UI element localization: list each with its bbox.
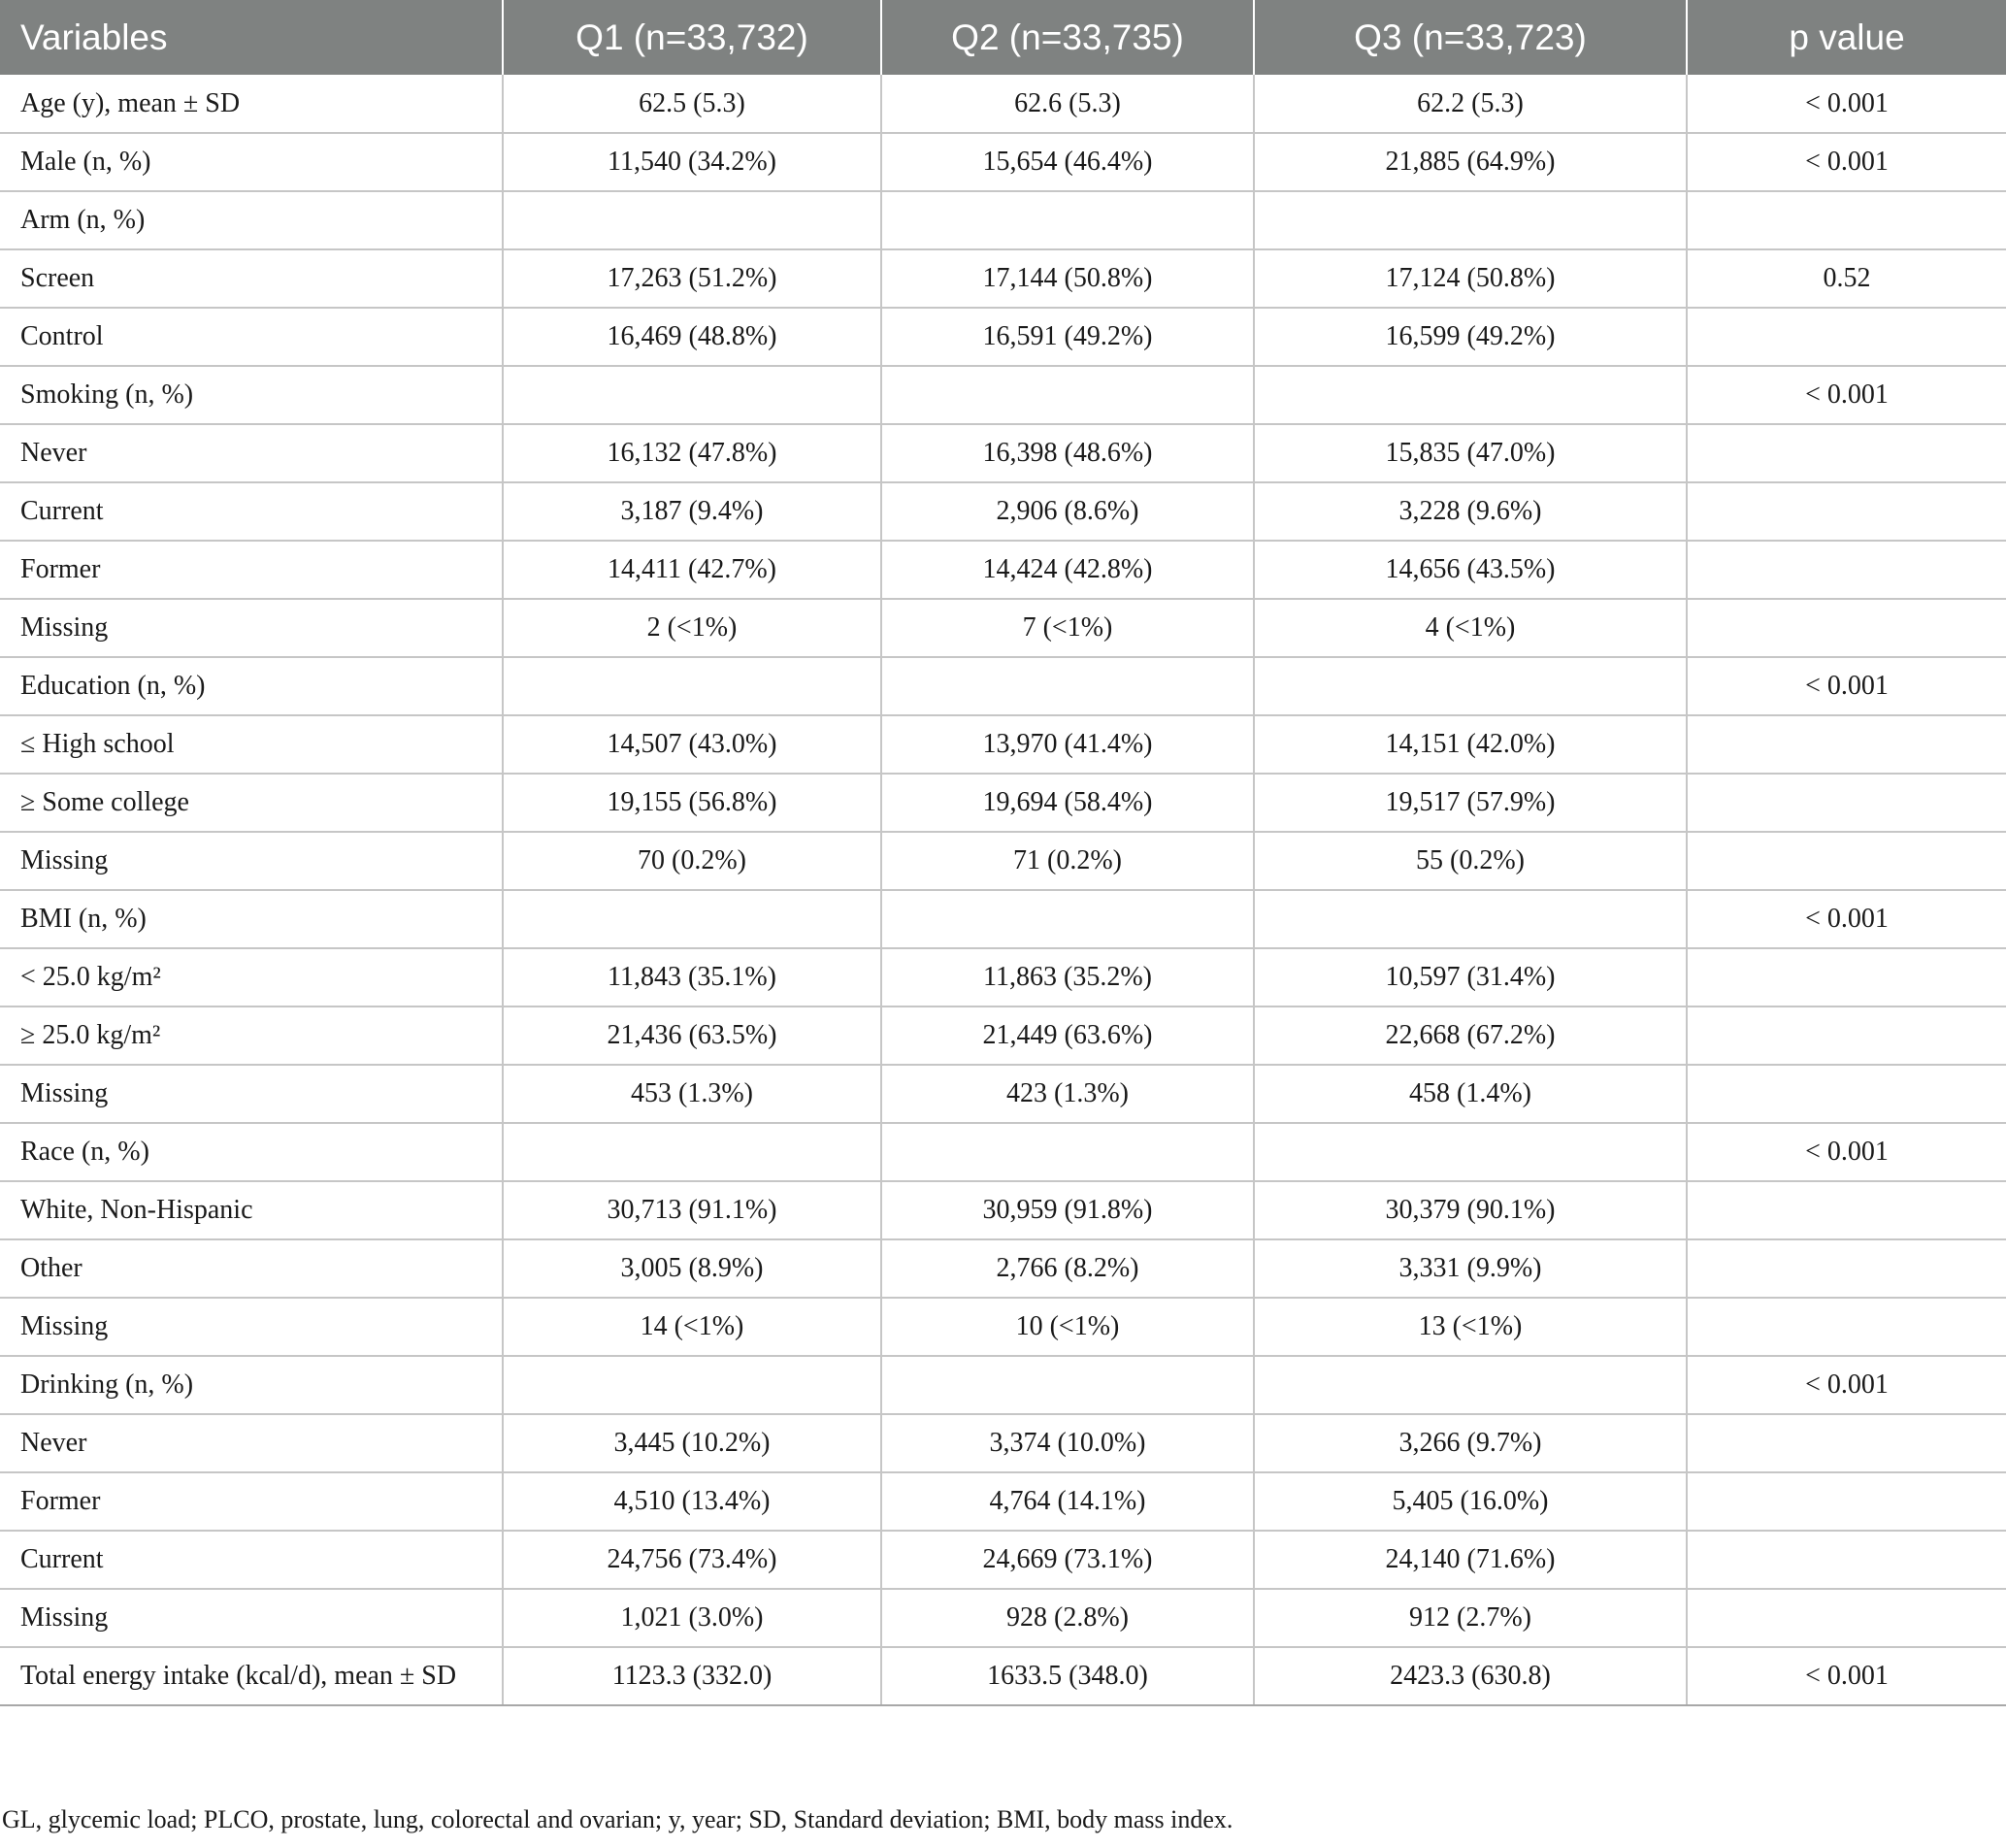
- row-variable: Missing: [0, 1589, 503, 1647]
- row-variable: Drinking (n, %): [0, 1356, 503, 1414]
- cell-q1: 11,843 (35.1%): [503, 948, 881, 1006]
- table-row: [0, 308, 2006, 366]
- table-footnote: GL, glycemic load; PLCO, prostate, lung, colorectal and ovarian; y, year; SD, Standard deviation; BMI, body mass index.: [2, 1805, 1233, 1833]
- table-row: [0, 1647, 2006, 1705]
- cell-q1: 30,713 (91.1%): [503, 1181, 881, 1239]
- cell-q3: 17,124 (50.8%): [1254, 249, 1687, 308]
- cell-q2: 24,669 (73.1%): [881, 1531, 1254, 1589]
- row-variable: Former: [0, 541, 503, 599]
- cell-q1: 3,445 (10.2%): [503, 1414, 881, 1472]
- table-row: [0, 1356, 2006, 1414]
- cell-q3: [1254, 191, 1687, 249]
- cell-q2: 928 (2.8%): [881, 1589, 1254, 1647]
- cell-q1: 16,469 (48.8%): [503, 308, 881, 366]
- table-row: [0, 541, 2006, 599]
- table-row: [0, 1531, 2006, 1589]
- cell-q3: 458 (1.4%): [1254, 1065, 1687, 1123]
- table-row: [0, 1123, 2006, 1181]
- cell-q3: 30,379 (90.1%): [1254, 1181, 1687, 1239]
- table-row: [0, 715, 2006, 774]
- cell-q3: 2423.3 (630.8): [1254, 1647, 1687, 1705]
- row-variable: Smoking (n, %): [0, 366, 503, 424]
- cell-p-value: 0.52: [1687, 249, 2006, 308]
- cell-q1: 17,263 (51.2%): [503, 249, 881, 308]
- cell-p-value: [1687, 1006, 2006, 1065]
- cell-q3: [1254, 1356, 1687, 1414]
- cell-q2: 71 (0.2%): [881, 832, 1254, 890]
- cell-q1: [503, 366, 881, 424]
- cell-q2: [881, 191, 1254, 249]
- cell-q3: 16,599 (49.2%): [1254, 308, 1687, 366]
- cell-p-value: < 0.001: [1687, 1647, 2006, 1705]
- cell-p-value: < 0.001: [1687, 133, 2006, 191]
- cell-q3: 14,656 (43.5%): [1254, 541, 1687, 599]
- cell-q1: 70 (0.2%): [503, 832, 881, 890]
- cell-q3: 21,885 (64.9%): [1254, 133, 1687, 191]
- cell-q2: 4,764 (14.1%): [881, 1472, 1254, 1531]
- cell-q1: 4,510 (13.4%): [503, 1472, 881, 1531]
- header-p-value: p value: [1687, 0, 2006, 75]
- cell-q1: [503, 657, 881, 715]
- cell-q3: 10,597 (31.4%): [1254, 948, 1687, 1006]
- cell-q3: [1254, 1123, 1687, 1181]
- header-variables: Variables: [0, 0, 503, 75]
- cell-q3: 15,835 (47.0%): [1254, 424, 1687, 482]
- cell-q2: 13,970 (41.4%): [881, 715, 1254, 774]
- cell-q2: [881, 1356, 1254, 1414]
- cell-q1: 14,411 (42.7%): [503, 541, 881, 599]
- cell-p-value: < 0.001: [1687, 75, 2006, 133]
- cell-q2: 2,906 (8.6%): [881, 482, 1254, 541]
- cell-q2: 423 (1.3%): [881, 1065, 1254, 1123]
- cell-p-value: < 0.001: [1687, 1123, 2006, 1181]
- table-row: [0, 1239, 2006, 1298]
- cell-p-value: [1687, 1065, 2006, 1123]
- row-variable: Total energy intake (kcal/d), mean ± SD: [0, 1647, 503, 1705]
- table-row: [0, 1589, 2006, 1647]
- cell-q3: 22,668 (67.2%): [1254, 1006, 1687, 1065]
- cell-p-value: [1687, 1531, 2006, 1589]
- cell-q3: 3,228 (9.6%): [1254, 482, 1687, 541]
- cell-q2: 7 (<1%): [881, 599, 1254, 657]
- cell-q2: [881, 366, 1254, 424]
- cell-p-value: [1687, 599, 2006, 657]
- row-variable: Control: [0, 308, 503, 366]
- cell-q2: [881, 657, 1254, 715]
- cell-p-value: < 0.001: [1687, 1356, 2006, 1414]
- cell-q1: [503, 1123, 881, 1181]
- cell-q1: 11,540 (34.2%): [503, 133, 881, 191]
- cell-q3: 3,331 (9.9%): [1254, 1239, 1687, 1298]
- row-variable: Missing: [0, 1298, 503, 1356]
- cell-q3: 13 (<1%): [1254, 1298, 1687, 1356]
- cell-q3: 19,517 (57.9%): [1254, 774, 1687, 832]
- cell-q3: 912 (2.7%): [1254, 1589, 1687, 1647]
- cell-q2: 10 (<1%): [881, 1298, 1254, 1356]
- cell-p-value: < 0.001: [1687, 657, 2006, 715]
- table-header: [0, 0, 2006, 75]
- cell-q2: 62.6 (5.3): [881, 75, 1254, 133]
- cell-q1: 14,507 (43.0%): [503, 715, 881, 774]
- cell-p-value: < 0.001: [1687, 366, 2006, 424]
- table-body: [0, 75, 2006, 1705]
- row-variable: Former: [0, 1472, 503, 1531]
- cell-p-value: [1687, 1589, 2006, 1647]
- row-variable: Missing: [0, 599, 503, 657]
- row-variable: Male (n, %): [0, 133, 503, 191]
- cell-q2: 14,424 (42.8%): [881, 541, 1254, 599]
- cell-q1: 1,021 (3.0%): [503, 1589, 881, 1647]
- row-variable: < 25.0 kg/m²: [0, 948, 503, 1006]
- cell-q3: 14,151 (42.0%): [1254, 715, 1687, 774]
- row-variable: Current: [0, 1531, 503, 1589]
- cell-q2: 15,654 (46.4%): [881, 133, 1254, 191]
- cell-q3: 4 (<1%): [1254, 599, 1687, 657]
- cell-q1: 14 (<1%): [503, 1298, 881, 1356]
- cell-p-value: [1687, 948, 2006, 1006]
- cell-q3: [1254, 366, 1687, 424]
- table-row: [0, 482, 2006, 541]
- row-variable: Other: [0, 1239, 503, 1298]
- cell-q3: 62.2 (5.3): [1254, 75, 1687, 133]
- table-row: [0, 948, 2006, 1006]
- table-row: [0, 774, 2006, 832]
- cell-p-value: [1687, 832, 2006, 890]
- cell-q1: 24,756 (73.4%): [503, 1531, 881, 1589]
- row-variable: Age (y), mean ± SD: [0, 75, 503, 133]
- cell-q1: [503, 1356, 881, 1414]
- cell-q2: 16,591 (49.2%): [881, 308, 1254, 366]
- cell-q3: 24,140 (71.6%): [1254, 1531, 1687, 1589]
- table-row: [0, 249, 2006, 308]
- table-row: [0, 1298, 2006, 1356]
- row-variable: White, Non-Hispanic: [0, 1181, 503, 1239]
- cell-p-value: < 0.001: [1687, 890, 2006, 948]
- cell-p-value: [1687, 1298, 2006, 1356]
- row-variable: Never: [0, 424, 503, 482]
- cell-p-value: [1687, 715, 2006, 774]
- table-row: [0, 1472, 2006, 1531]
- row-variable: ≥ Some college: [0, 774, 503, 832]
- cell-p-value: [1687, 1472, 2006, 1531]
- cell-q1: 3,187 (9.4%): [503, 482, 881, 541]
- cell-p-value: [1687, 191, 2006, 249]
- cell-q1: [503, 890, 881, 948]
- cell-q2: 2,766 (8.2%): [881, 1239, 1254, 1298]
- table-row: [0, 1006, 2006, 1065]
- cell-q2: [881, 1123, 1254, 1181]
- cell-q3: [1254, 657, 1687, 715]
- cell-q2: [881, 890, 1254, 948]
- cell-p-value: [1687, 1239, 2006, 1298]
- row-variable: Education (n, %): [0, 657, 503, 715]
- table-row: [0, 1065, 2006, 1123]
- cell-p-value: [1687, 1181, 2006, 1239]
- cell-q1: 21,436 (63.5%): [503, 1006, 881, 1065]
- table-row: [0, 832, 2006, 890]
- table-row: [0, 1414, 2006, 1472]
- cell-p-value: [1687, 1414, 2006, 1472]
- cell-q1: 2 (<1%): [503, 599, 881, 657]
- header-q3: Q3 (n=33,723): [1254, 0, 1687, 75]
- cell-q3: 55 (0.2%): [1254, 832, 1687, 890]
- table-row: [0, 599, 2006, 657]
- row-variable: Race (n, %): [0, 1123, 503, 1181]
- header-q2: Q2 (n=33,735): [881, 0, 1254, 75]
- cell-p-value: [1687, 774, 2006, 832]
- cell-q3: 3,266 (9.7%): [1254, 1414, 1687, 1472]
- table-row: [0, 191, 2006, 249]
- cell-p-value: [1687, 541, 2006, 599]
- cell-q2: 30,959 (91.8%): [881, 1181, 1254, 1239]
- cell-q1: [503, 191, 881, 249]
- row-variable: ≥ 25.0 kg/m²: [0, 1006, 503, 1065]
- row-variable: Never: [0, 1414, 503, 1472]
- cell-q1: 16,132 (47.8%): [503, 424, 881, 482]
- cell-q2: 16,398 (48.6%): [881, 424, 1254, 482]
- cell-q1: 1123.3 (332.0): [503, 1647, 881, 1705]
- row-variable: Missing: [0, 832, 503, 890]
- table-row: [0, 890, 2006, 948]
- table-row: [0, 133, 2006, 191]
- cell-p-value: [1687, 308, 2006, 366]
- cell-q2: 1633.5 (348.0): [881, 1647, 1254, 1705]
- header-row: [0, 0, 2006, 75]
- row-variable: Missing: [0, 1065, 503, 1123]
- cell-q2: 3,374 (10.0%): [881, 1414, 1254, 1472]
- row-variable: ≤ High school: [0, 715, 503, 774]
- cell-q2: 21,449 (63.6%): [881, 1006, 1254, 1065]
- table-row: [0, 75, 2006, 133]
- cell-p-value: [1687, 424, 2006, 482]
- table-row: [0, 424, 2006, 482]
- row-variable: BMI (n, %): [0, 890, 503, 948]
- cell-p-value: [1687, 482, 2006, 541]
- row-variable: Screen: [0, 249, 503, 308]
- cell-q3: [1254, 890, 1687, 948]
- cell-q1: 453 (1.3%): [503, 1065, 881, 1123]
- cell-q1: 19,155 (56.8%): [503, 774, 881, 832]
- row-variable: Current: [0, 482, 503, 541]
- cell-q1: 3,005 (8.9%): [503, 1239, 881, 1298]
- table-row: [0, 1181, 2006, 1239]
- table-row: [0, 366, 2006, 424]
- cell-q2: 11,863 (35.2%): [881, 948, 1254, 1006]
- table-row: [0, 657, 2006, 715]
- cell-q1: 62.5 (5.3): [503, 75, 881, 133]
- cell-q2: 19,694 (58.4%): [881, 774, 1254, 832]
- header-q1: Q1 (n=33,732): [503, 0, 881, 75]
- row-variable: Arm (n, %): [0, 191, 503, 249]
- cell-q3: 5,405 (16.0%): [1254, 1472, 1687, 1531]
- cell-q2: 17,144 (50.8%): [881, 249, 1254, 308]
